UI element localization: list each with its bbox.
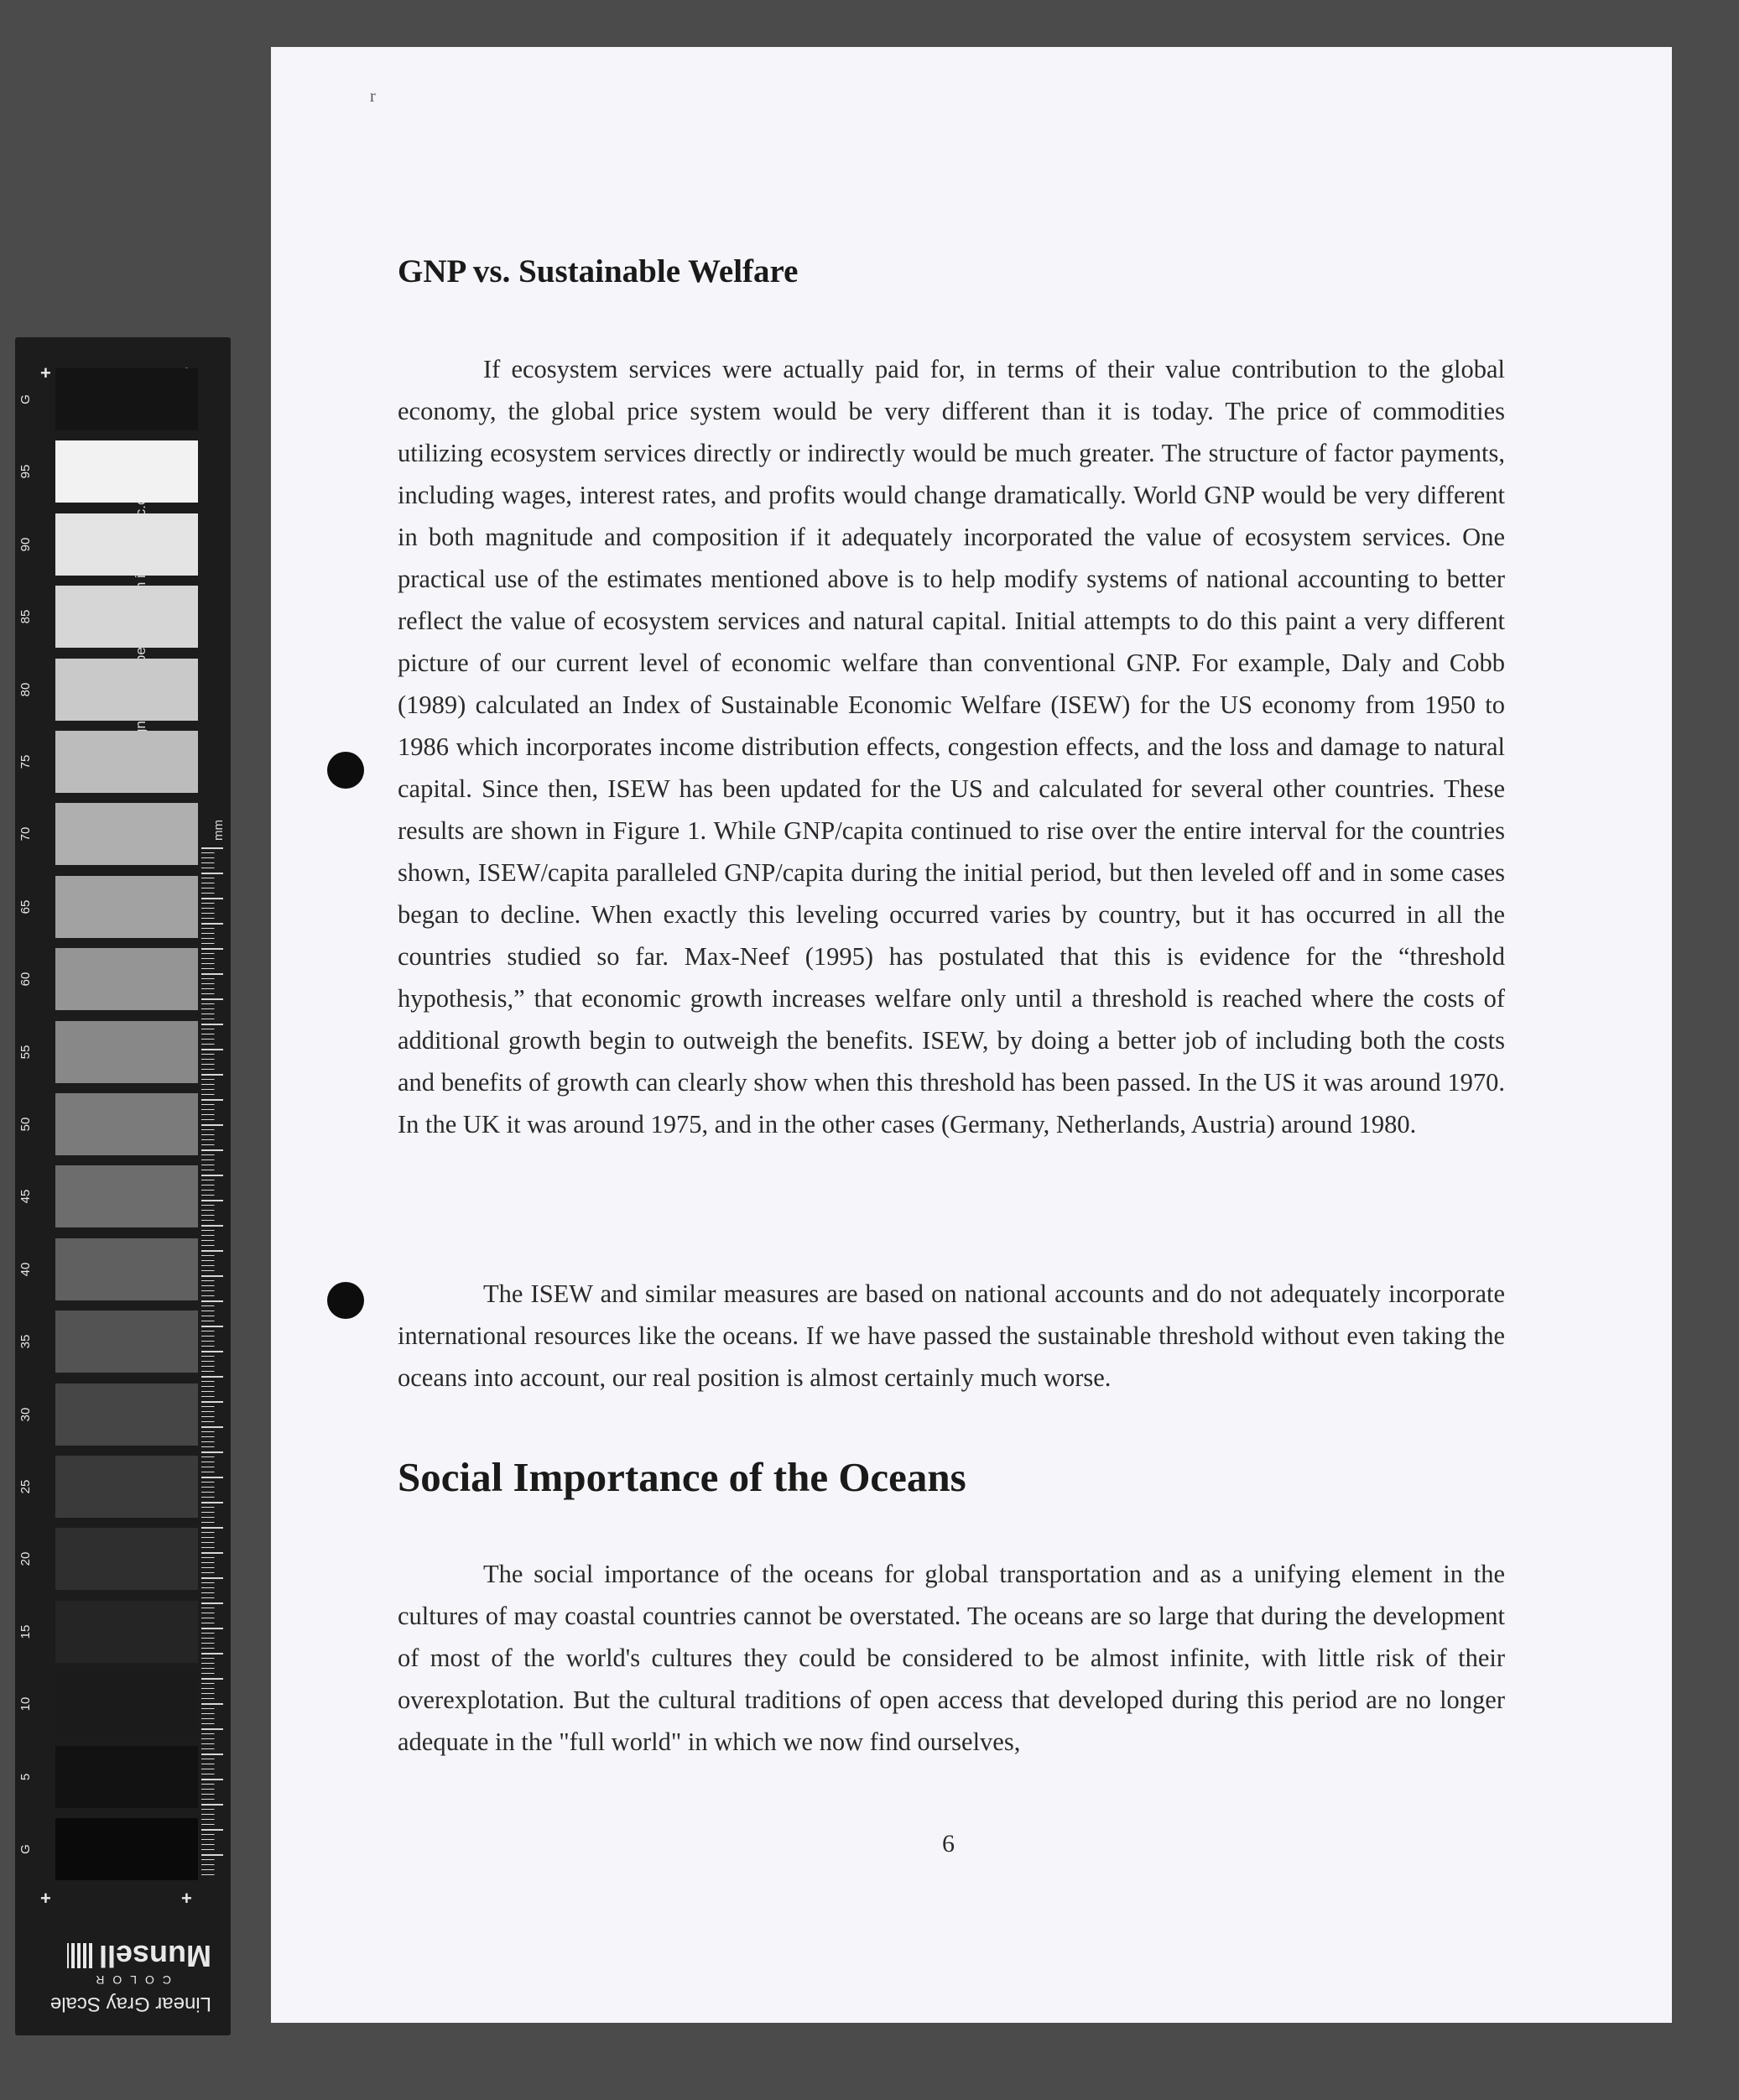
section-heading-gnp: GNP vs. Sustainable Welfare [398, 253, 799, 289]
gray-scale-tick-label: 70 [18, 827, 33, 842]
gray-swatch [55, 1165, 198, 1227]
registration-mark: + [40, 1888, 51, 1909]
gray-swatch [55, 731, 198, 793]
paragraph-social-1: The social importance of the oceans for global transportation and as a unifying element in the cultures of may coastal countries cannot be overstated. The oceans are so large that during the development of most of the world's cultures they could be considered to be almost infinite, with little risk of their overexplotation. But the cultural traditions of open access that developed during this period are no longer adequate in the "full world" in which we now find ourselves, [398, 1560, 1505, 1756]
section-heading-social: Social Importance of the Oceans [398, 1454, 966, 1500]
gray-swatch [55, 1818, 198, 1880]
gray-swatch [55, 948, 198, 1010]
gray-swatch [55, 1093, 198, 1155]
registration-mark: + [40, 362, 51, 383]
gray-scale-tick-label: 60 [18, 972, 33, 987]
paragraph-gnp-1: If ecosystem services were actually paid for, in terms of their value contribution to the global economy, the global price system would be very different than it is today. The price of commodities utilizing ecosystem services directly or indirectly would be much greater. The structure of factor payments, including wages, interest rates, and profits would change dramatically. World GNP would be very different in both magnitude and composition if it adequately incorporated the value of ecosystem services. One practical use of the estimates mentioned above is to help modify systems of national accounting to better reflect the value of ecosystem services and natural capital. Initial attempts to do this paint a very different picture of our current level of economic welfare than conventional GNP. For example, Daly and Cobb (1989) calculated an Index of Sustainable Economic Welfare (ISEW) for the US economy from 1950 to 1986 which incorporates income distribution effects, congestion effects, and the loss and damage to natural capital. Since then, ISEW has been updated for the US and calculated for several other countries. These results are shown in Figure 1. While GNP/capita continued to rise over the entire interval for the countries shown, ISEW/capita paralleled GNP/capita during the initial period, but then leveled off and in some cases began to decline. When exactly this leveling occurred varies by country, but it has occurred in all the countries studied so far. Max-Neef (1995) has postulated that this is evidence for the “threshold hypothesis,” that economic growth increases welfare only until a threshold is reached where the costs of additional growth begin to outweigh the benefits. ISEW, by doing a better job of including both the costs and benefits of growth can clearly show when this threshold has been passed. In the US it was around 1970. In the UK it was around 1975, and in the other cases (Germany, Netherlands, Austria) around 1980. [398, 355, 1505, 1139]
page-number: 6 [942, 1830, 955, 1858]
gray-scale-tick-label: 55 [18, 1045, 33, 1059]
gray-scale-tick-label: 90 [18, 537, 33, 552]
gray-swatch [55, 513, 198, 576]
gray-swatch [55, 1746, 198, 1808]
gray-scale-tick-label: 95 [18, 465, 33, 479]
gray-scale-tick-label: 10 [18, 1696, 33, 1712]
gray-scale-tick-label: 45 [18, 1190, 33, 1204]
ruler-unit: mm [211, 820, 226, 841]
gray-scale-tick-label: 35 [18, 1334, 33, 1349]
gray-swatch [55, 1383, 198, 1446]
gray-scale-tick-label: 80 [18, 682, 33, 696]
mm-ruler-major-ticks [201, 847, 223, 1879]
munsell-logo-icon [67, 1943, 92, 1968]
gray-swatch [55, 659, 198, 721]
gray-scale-tick-label: 85 [18, 609, 33, 624]
gray-scale-tick-label: G [18, 1844, 33, 1854]
gray-swatch [55, 440, 198, 503]
gray-swatch [55, 1673, 198, 1735]
gray-swatch [55, 803, 198, 865]
maker-logo [44, 1938, 211, 1973]
gray-scale-tick-label: 5 [18, 1773, 33, 1780]
document-page [271, 47, 1672, 2023]
stray-mark: r [370, 87, 376, 106]
gray-scale-tick-label: 20 [18, 1552, 33, 1566]
gray-scale-tick-label: 75 [18, 754, 33, 769]
gray-swatch [55, 586, 198, 648]
gray-swatch [55, 1311, 198, 1373]
gray-swatch [55, 1456, 198, 1518]
gray-swatch [55, 1601, 198, 1663]
punch-hole [327, 752, 364, 789]
gray-swatch [55, 368, 198, 430]
maker-sub: COLOR [87, 1973, 171, 1987]
gray-scale-tick-label: G [18, 394, 33, 404]
registration-mark: + [181, 1888, 192, 1909]
gray-scale-tick-label: 30 [18, 1407, 33, 1421]
gray-swatch [55, 1238, 198, 1300]
gray-scale-tick-label: 65 [18, 899, 33, 915]
gray-swatch [55, 1528, 198, 1590]
gray-scale-tick-label: 40 [18, 1262, 33, 1277]
maker-name: Munsell [98, 1939, 211, 1973]
card-brand [44, 1915, 211, 2015]
gray-swatch [55, 1021, 198, 1083]
gray-scale-tick-label: 25 [18, 1479, 33, 1494]
punch-hole [327, 1282, 364, 1319]
gray-scale-tick-label: 15 [18, 1624, 33, 1639]
gray-scale-card [15, 337, 231, 2035]
gray-scale-tick-label: 50 [18, 1117, 33, 1132]
paragraph-gnp-2: The ISEW and similar measures are based on national accounts and do not adequately incorporate international resources like the oceans. If we have passed the sustainable threshold without even taking the oceans into account, our real position is almost certainly much worse. [398, 1279, 1505, 1392]
gray-swatch [55, 876, 198, 938]
scale-name: Linear Gray Scale [49, 1993, 211, 2015]
